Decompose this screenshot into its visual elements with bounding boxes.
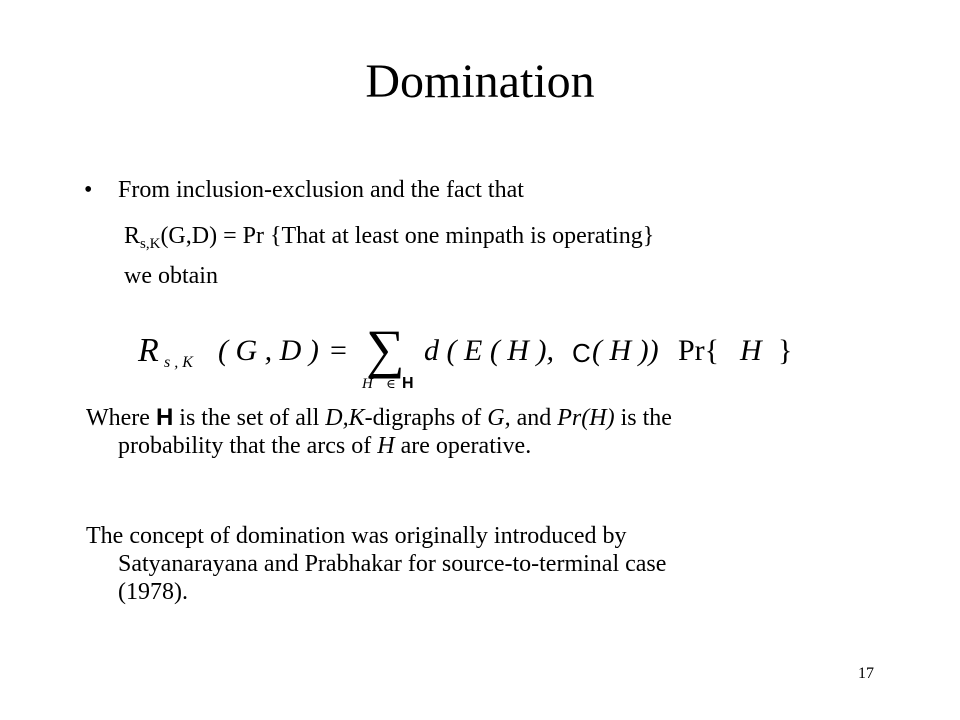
reliability-subscript: s,K xyxy=(140,236,161,252)
where-text-7: are operative. xyxy=(394,433,532,459)
formula-index-in: ∈ xyxy=(386,376,396,391)
where-text-5: is the xyxy=(614,405,672,431)
bullet-icon: • xyxy=(84,177,93,203)
bullet-line-1: From inclusion-exclusion and the fact that xyxy=(118,177,524,203)
concept-paragraph xyxy=(86,522,886,606)
formula-c-arg: ( H )) xyxy=(592,334,659,367)
page-number: 17 xyxy=(858,665,874,682)
reliability-symbol: R xyxy=(124,223,141,249)
formula-r-args: ( G , D ) xyxy=(218,334,319,367)
formula-c-symbol: C xyxy=(572,338,591,368)
formula-sigma-icon: ∑ xyxy=(366,319,405,379)
where-text-4: and xyxy=(510,405,558,431)
where-text-1: Where xyxy=(86,405,156,431)
concept-line-2: Satyanarayana and Prabhakar for source-to-terminal case xyxy=(118,551,667,577)
concept-line-3: (1978). xyxy=(118,579,188,605)
where-line-2 xyxy=(86,432,886,460)
formula-pr: Pr{ xyxy=(678,334,720,367)
where-set-symbol: H xyxy=(155,404,174,431)
where-italic-prh: Pr(H) xyxy=(557,405,615,431)
bullet-line-2-text: (G,D) = Pr {That at least one minpath is operating} xyxy=(160,223,655,249)
formula-r-symbol: R xyxy=(138,332,159,369)
where-text-2: is the set of all xyxy=(173,405,326,431)
where-text-6: probability that the arcs of xyxy=(118,433,378,459)
formula-pr-close: } xyxy=(778,334,793,367)
formula xyxy=(130,320,830,400)
where-paragraph xyxy=(86,404,886,460)
formula-d-term: d ( E ( H ), xyxy=(424,334,554,367)
where-italic-g: G, xyxy=(487,405,511,431)
bullet-line-3: we obtain xyxy=(124,263,218,289)
where-line-1 xyxy=(86,404,886,432)
formula-r-subscript: s , K xyxy=(164,354,193,371)
where-text-3: -digraphs of xyxy=(364,405,488,431)
concept-line-1: The concept of domination was originally introduced by xyxy=(86,523,627,549)
formula-index-var: H xyxy=(362,376,373,392)
formula-index-set: H xyxy=(402,375,414,392)
formula-pr-arg: H xyxy=(740,334,762,367)
where-italic-dk: D,K xyxy=(325,405,365,431)
formula-equals: = xyxy=(330,334,347,367)
bullet-line-2 xyxy=(124,222,654,258)
where-italic-h: H xyxy=(377,433,395,459)
slide-title: Domination xyxy=(365,55,595,108)
